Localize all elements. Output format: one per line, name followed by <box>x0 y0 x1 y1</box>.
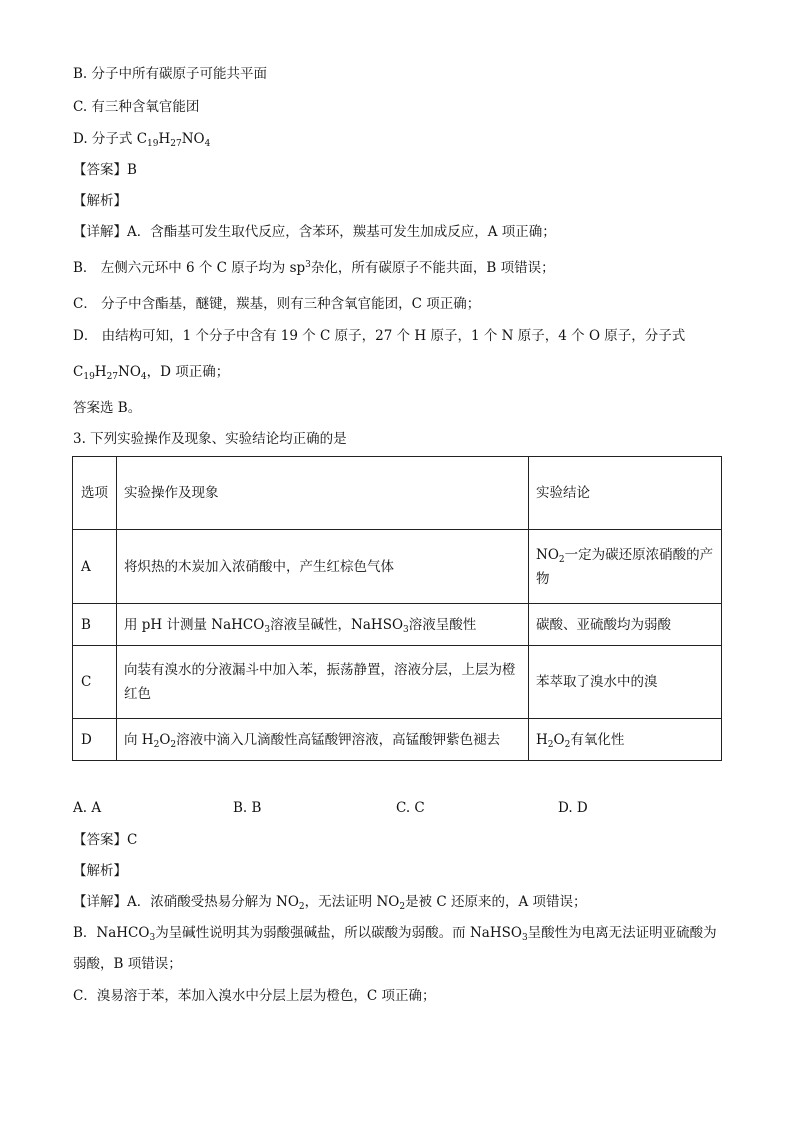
row-b-operation: 用 pH 计测量 NaHCO$_3$溶液呈碱性，NaHSO$_3$溶液呈酸性 <box>117 604 529 646</box>
q3-detail-b-cont: 弱酸，B 项错误； <box>73 956 182 972</box>
conclusion: 答案选 B。 <box>73 400 142 416</box>
detail-c: C． 分子中含酯基，醚键，羰基，则有三种含氧官能团，C 项正确； <box>73 296 481 312</box>
detail-b: B． 左侧六元环中 6 个 C 原子均为 $sp^3$杂化，所有碳原子不能共面，B 项错误； <box>73 260 555 276</box>
row-a-operation: 将炽热的木炭加入浓硝酸中，产生红棕色气体 <box>117 530 529 604</box>
table-row <box>73 646 722 719</box>
row-a-conclusion: $NO_2$一定为碳还原浓硝酸的产物 <box>529 530 722 604</box>
option-d: D. 分子式 $C_{19}H_{27}NO_4$ <box>73 131 211 149</box>
table-row <box>73 719 722 761</box>
detail-d: D． 由结构可知，1 个分子中含有 19 个 C 原子，27 个 H 原子，1 个 N 原子，4 个 O 原子，分子式 <box>73 328 686 344</box>
q3-detail-a: 【详解】A．浓硝酸受热易分解为 $NO_2$，无法证明 $NO_2$是被 C 还原来的，A 项错误； <box>73 894 587 912</box>
analysis-heading: 【解析】 <box>73 193 127 209</box>
row-c-option: C <box>73 646 117 719</box>
choice-c: C. C <box>396 800 425 816</box>
choice-d: D. D <box>558 800 588 816</box>
q3-analysis-heading: 【解析】 <box>73 863 127 879</box>
choice-b: B. B <box>233 800 262 816</box>
header-option: 选项 <box>73 457 117 530</box>
row-d-operation: 向 $H_2O_2$溶液中滴入几滴酸性高锰酸钾溶液，高锰酸钾紫色褪去 <box>117 719 529 761</box>
row-c-operation: 向装有溴水的分液漏斗中加入苯，振荡静置，溶液分层，上层为橙红色 <box>117 646 529 719</box>
q3-answer-line: 【答案】C <box>73 832 138 848</box>
question-3-stem: 3. 下列实验操作及现象、实验结论均正确的是 <box>73 431 347 447</box>
q3-detail-b: B．NaHCO$_3$为呈碱性说明其为弱酸强碱盐，所以碳酸为弱酸。而 NaHSO$_3$呈酸性为电离无法证明亚硫酸为 <box>73 925 717 943</box>
table-header-row <box>73 457 722 530</box>
row-d-conclusion: $H_2O_2$有氧化性 <box>529 719 722 761</box>
header-conclusion: 实验结论 <box>529 457 722 530</box>
row-c-conclusion: 苯萃取了溴水中的溴 <box>529 646 722 719</box>
detail-d-formula: $C_{19}H_{27}NO_4$，D 项正确； <box>73 364 230 382</box>
table-row <box>73 530 722 604</box>
table-row <box>73 604 722 646</box>
q3-detail-c: C．溴易溶于苯，苯加入溴水中分层上层为橙色，C 项正确； <box>73 988 436 1004</box>
row-b-option: B <box>73 604 117 646</box>
row-d-option: D <box>73 719 117 761</box>
row-b-conclusion: 碳酸、亚硫酸均为弱酸 <box>529 604 722 646</box>
header-operation: 实验操作及现象 <box>117 457 529 530</box>
option-c: C. 有三种含氧官能团 <box>73 99 200 115</box>
choice-a: A. A <box>73 800 102 816</box>
detail-a: 【详解】A．含酯基可发生取代反应，含苯环，羰基可发生加成反应，A 项正确； <box>73 224 556 240</box>
experiment-table <box>72 456 722 761</box>
answer-line: 【答案】B <box>73 162 137 178</box>
option-b: B. 分子中所有碳原子可能共平面 <box>73 66 268 82</box>
row-a-option: A <box>73 530 117 604</box>
